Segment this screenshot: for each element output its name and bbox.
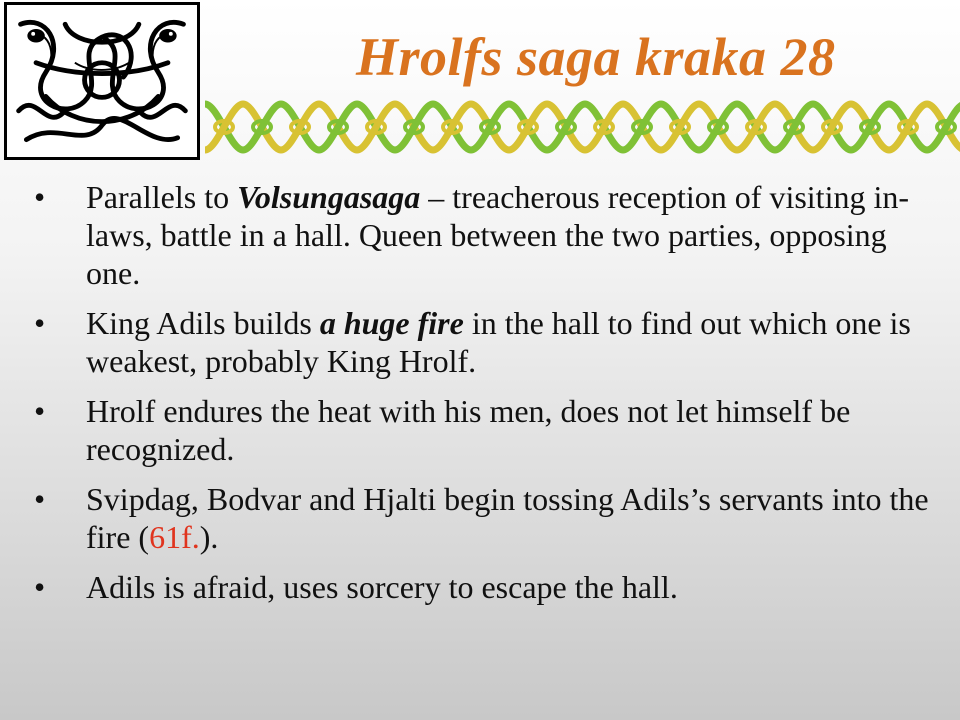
- celtic-knot-beasts-icon: [4, 2, 200, 160]
- bullet-dot: •: [34, 393, 46, 429]
- bullet-dot: •: [34, 569, 46, 605]
- bullet-text: – treacherous reception of visiting in-laws, battle in a hall. Queen between the two parties, opposing one.: [86, 179, 909, 291]
- celtic-braid-border: [205, 98, 960, 156]
- bullet-dot: •: [34, 179, 46, 215]
- bullet-text: Svipdag, Bodvar and Hjalti begin tossing Adils’s servants into the fire (: [86, 481, 929, 555]
- bullet-list: [34, 178, 934, 618]
- bullet-emphasis: Volsungasaga: [237, 179, 421, 215]
- bullet-item: [34, 178, 934, 292]
- bullet-dot: •: [34, 305, 46, 341]
- bullet-emphasis: a huge fire: [319, 305, 464, 341]
- bullet-text: Adils is afraid, uses sorcery to escape the hall.: [86, 569, 678, 605]
- bullet-text: Parallels to: [86, 179, 238, 215]
- bullet-text: King Adils builds: [86, 305, 320, 341]
- bullet-item: [34, 392, 934, 468]
- bullet-item: [34, 304, 934, 380]
- bullet-item: [34, 568, 934, 606]
- bullet-text: ).: [199, 519, 219, 555]
- bullet-text: in the hall to find out which one is weakest, probably King Hrolf.: [86, 305, 911, 379]
- bullet-text: Hrolf endures the heat with his men, does not let himself be recognized.: [86, 393, 851, 467]
- bullet-item: [34, 480, 934, 556]
- bullet-dot: •: [34, 481, 46, 517]
- slide-title: Hrolfs saga kraka 28: [356, 27, 836, 87]
- page-reference-link[interactable]: 61f.: [149, 519, 200, 555]
